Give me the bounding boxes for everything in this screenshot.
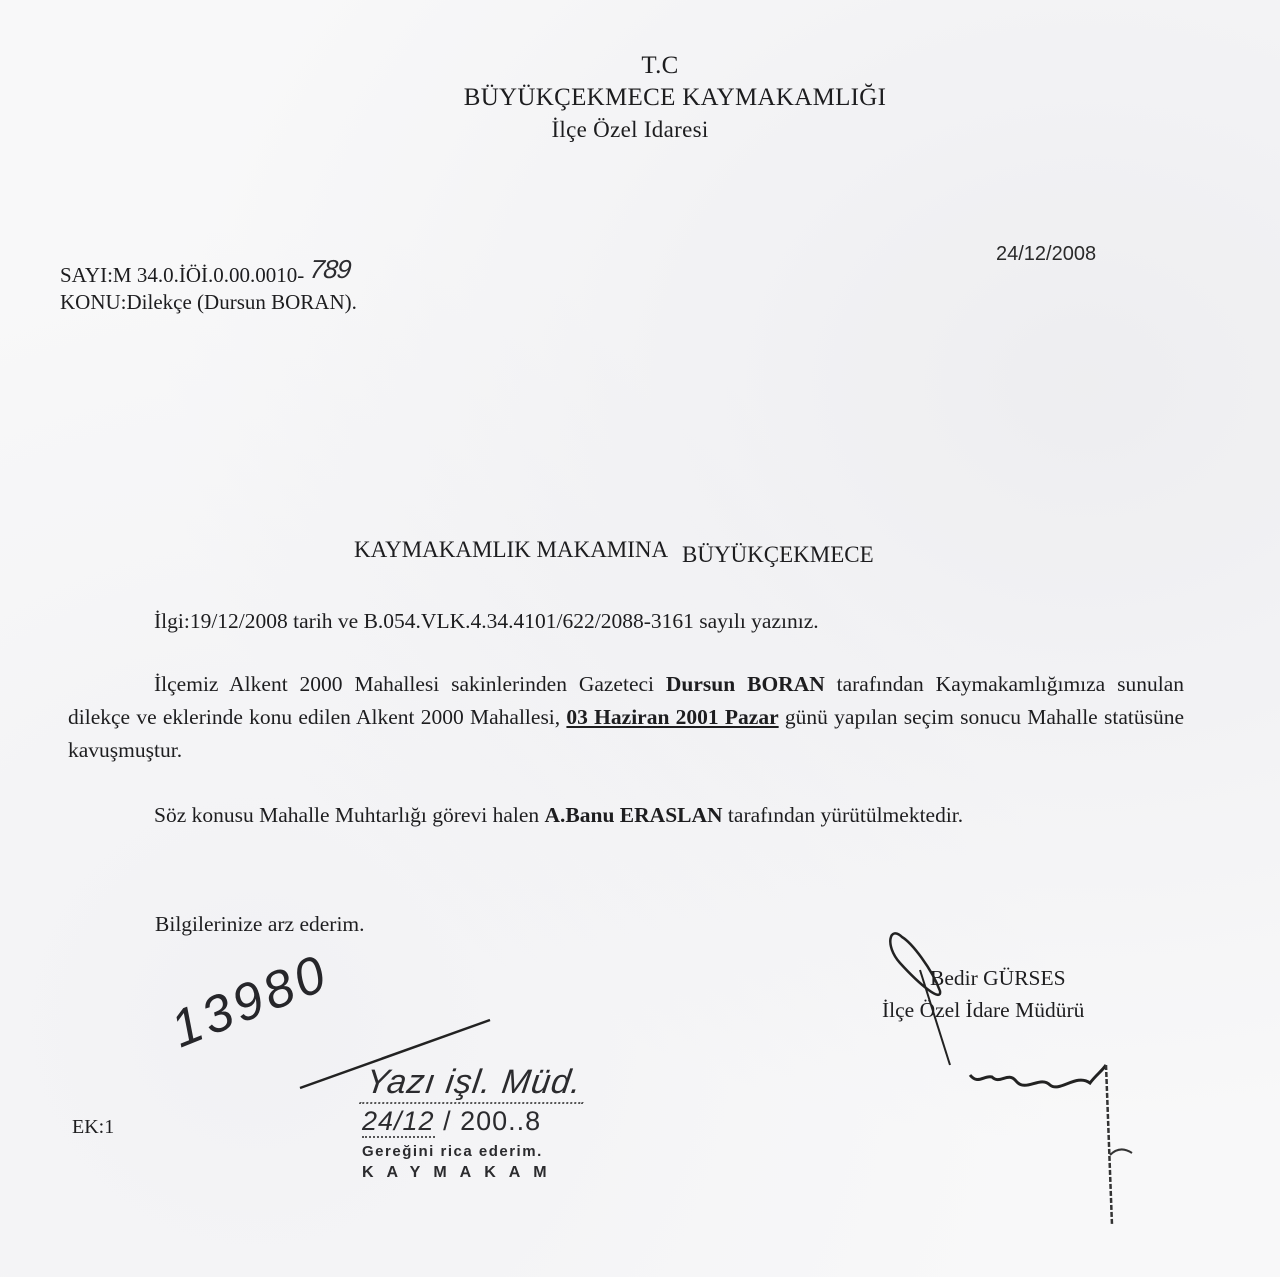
konu-value: Dilekçe (Dursun BORAN). — [126, 290, 357, 314]
signature-scribble-icon — [880, 925, 1160, 1225]
reference-number — [60, 254, 353, 289]
stamp-handwritten-line: Yazı işl. Müd. — [359, 1063, 588, 1104]
letterhead-organization: BÜYÜKÇEKMECE KAYMAKAMLIĞI — [463, 84, 887, 111]
stamp-date — [362, 1106, 586, 1137]
signatory-title: İlçe Özel İdare Müdürü — [882, 998, 1085, 1022]
paragraph1-part3: günü yapılan seçim sonucu Mahalle statüsüne kavuşmuştur. — [68, 705, 1184, 762]
addressee-office: KAYMAKAMLIK MAKAMINA — [354, 537, 669, 562]
paragraph2-part1: Söz konusu Mahalle Muhtarlığı görevi halen — [154, 803, 545, 827]
handwritten-registry-number: 13980 — [162, 943, 338, 1060]
approval-stamp — [362, 1063, 586, 1182]
body-paragraph-2 — [68, 799, 1184, 832]
stamp-authority: KAYMAKAM — [362, 1164, 560, 1181]
letterhead-department: İlçe Özel Idaresi — [551, 117, 709, 142]
stamp-date-printed: / 200..8 — [443, 1106, 542, 1136]
paragraph1-bold-name: Dursun BORAN — [665, 672, 825, 696]
paragraph2-part2: tarafından yürütülmektedir. — [722, 803, 964, 827]
signatory-name: Bedir GÜRSES — [930, 966, 1066, 990]
sayi-value: M 34.0.İÖİ.0.00.0010- — [112, 263, 305, 287]
paragraph1-part2: tarafından Kaymakamlığımıza sunulan dilekçe ve eklerinde konu edilen Alkent 2000 Mahallesi, — [68, 672, 1184, 729]
stamp-date-handwritten: 24/12 — [362, 1106, 435, 1136]
sayi-label: SAYI: — [60, 263, 113, 287]
closing-line: Bilgilerinize arz ederim. — [155, 912, 365, 936]
paragraph1-part1: İlçemiz Alkent 2000 Mahallesi sakinlerinden Gazeteci — [154, 672, 666, 696]
konu-label: KONU: — [60, 290, 127, 314]
body-paragraph-1 — [68, 668, 1184, 767]
letter-date: 24/12/2008 — [996, 243, 1097, 265]
letterhead-tc: T.C — [641, 52, 679, 79]
attachment-label: EK:1 — [72, 1116, 115, 1138]
paragraph1-bold-date: 03 Haziran 2001 Pazar — [566, 705, 779, 729]
body-reference-paragraph — [68, 605, 1184, 638]
stamp-request: Gereğini rica ederim. — [362, 1143, 543, 1160]
addressee-location: BÜYÜKÇEKMECE — [682, 542, 874, 567]
sayi-handwritten-number: 789 — [308, 254, 353, 284]
subject-line — [60, 290, 357, 315]
ilgi-text: İlgi:19/12/2008 tarih ve B.054.VLK.4.34.4101/622/2088-3161 sayılı yazınız. — [154, 609, 819, 633]
paragraph2-bold-name: A.Banu ERASLAN — [544, 803, 723, 827]
